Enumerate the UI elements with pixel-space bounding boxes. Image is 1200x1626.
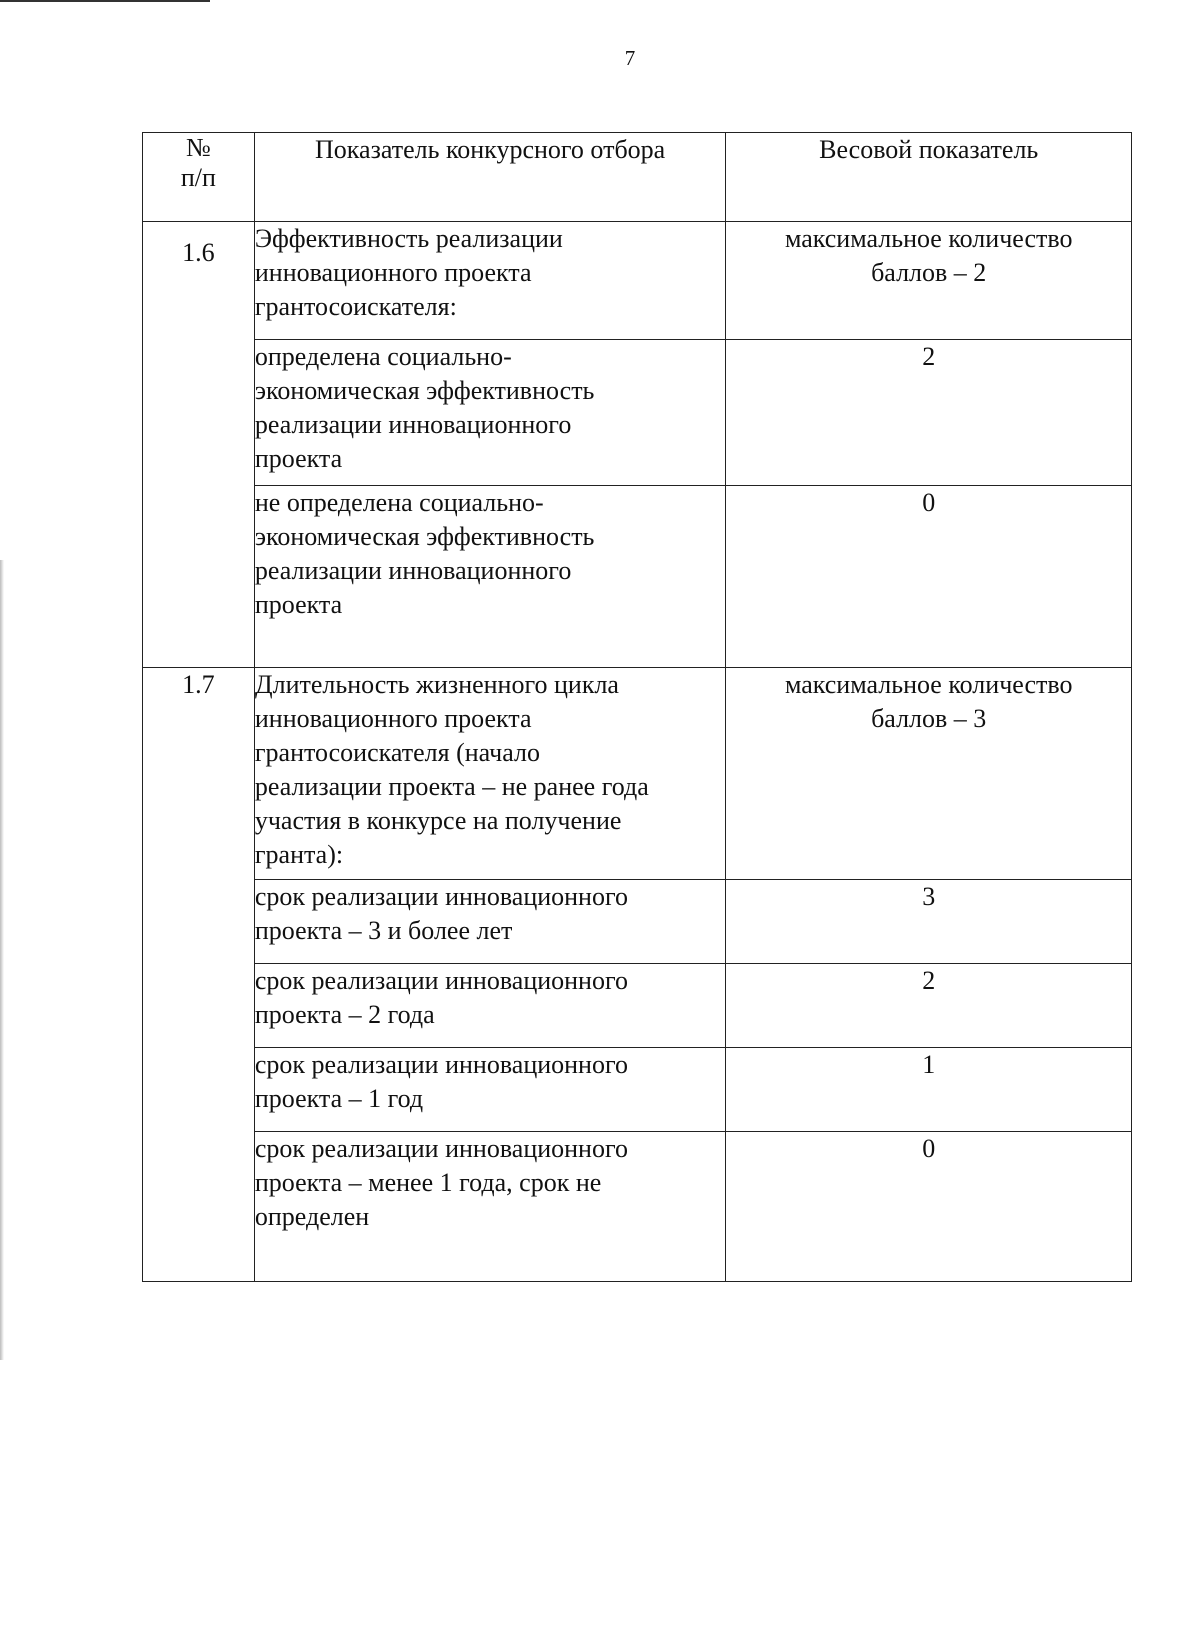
indicator-cell [254,486,726,668]
row-number: 1.6 [143,222,255,668]
table-row [143,486,1132,668]
weight-line: 2 [922,342,936,371]
indicator-line: экономическая эффективность [254,522,595,551]
table-row [143,880,1132,964]
weight-cell [726,222,1132,340]
indicator-line: экономическая эффективность [254,376,595,405]
header-number [143,133,255,222]
indicator-line: определена социально- [254,342,512,371]
weight-cell [726,1048,1132,1132]
indicator-line: реализации инновационного [254,410,572,439]
header-indicator: Показатель конкурсного отбора [254,133,726,222]
indicator-line: проекта – менее 1 года, срок не [254,1168,602,1197]
table-row [143,668,1132,880]
page-number: 7 [624,46,636,70]
weight-line: максимальное количество [784,224,1073,253]
indicator-line: реализации инновационного [254,556,572,585]
indicator-line: проекта [254,590,343,619]
indicator-line: грантосоискателя: [254,292,457,321]
header-number-abbr: п/п [180,163,216,192]
weight-line: 0 [922,1134,936,1163]
indicator-line: реализации проекта – не ранее года [254,772,649,801]
weight-line: баллов – 3 [871,704,987,733]
weight-line: баллов – 2 [871,258,987,287]
indicator-line: участия в конкурсе на получение [254,806,622,835]
indicator-line: срок реализации инновационного [254,1134,628,1163]
weight-cell [726,668,1132,880]
table-row [143,964,1132,1048]
indicator-line: срок реализации инновационного [254,882,628,911]
weight-line: максимальное количество [784,670,1073,699]
indicator-cell [254,880,726,964]
table-row [143,1048,1132,1132]
table-row [143,340,1132,486]
indicator-line: проекта [254,444,343,473]
indicator-cell [254,964,726,1048]
indicator-line: проекта – 3 и более лет [254,916,513,945]
table-row [143,222,1132,340]
weight-cell [726,340,1132,486]
indicator-cell [254,222,726,340]
indicator-line: определен [254,1202,370,1231]
indicator-line: срок реализации инновационного [254,1050,628,1079]
weight-cell [726,880,1132,964]
indicator-line: проекта – 2 года [254,1000,435,1029]
scan-artifact-line [0,0,210,2]
weight-cell [726,1132,1132,1282]
table-body [143,222,1132,1282]
indicator-cell [254,668,726,880]
indicator-cell [254,1132,726,1282]
header-number-symbol: № [186,133,211,162]
weight-cell [726,964,1132,1048]
weight-line: 1 [922,1050,936,1079]
table-header-row [143,133,1132,222]
weight-line: 2 [922,966,936,995]
indicator-line: не определена социально- [254,488,544,517]
row-number: 1.7 [143,668,255,1282]
indicator-line: срок реализации инновационного [254,966,628,995]
indicator-cell [254,340,726,486]
indicator-line: проекта – 1 год [254,1084,424,1113]
weight-line: 3 [922,882,936,911]
indicator-line: гранта): [254,840,344,869]
indicator-line: грантосоискателя (начало [254,738,540,767]
weight-line: 0 [922,488,936,517]
scoring-table [142,132,1132,1282]
scan-artifact-edge [0,560,4,1360]
table-row [143,1132,1132,1282]
weight-cell [726,486,1132,668]
indicator-line: инновационного проекта [254,704,532,733]
header-weight: Весовой показатель [726,133,1132,222]
indicator-cell [254,1048,726,1132]
indicator-line: Длительность жизненного цикла [254,670,619,699]
indicator-line: инновационного проекта [254,258,532,287]
indicator-line: Эффективность реализации [254,224,563,253]
